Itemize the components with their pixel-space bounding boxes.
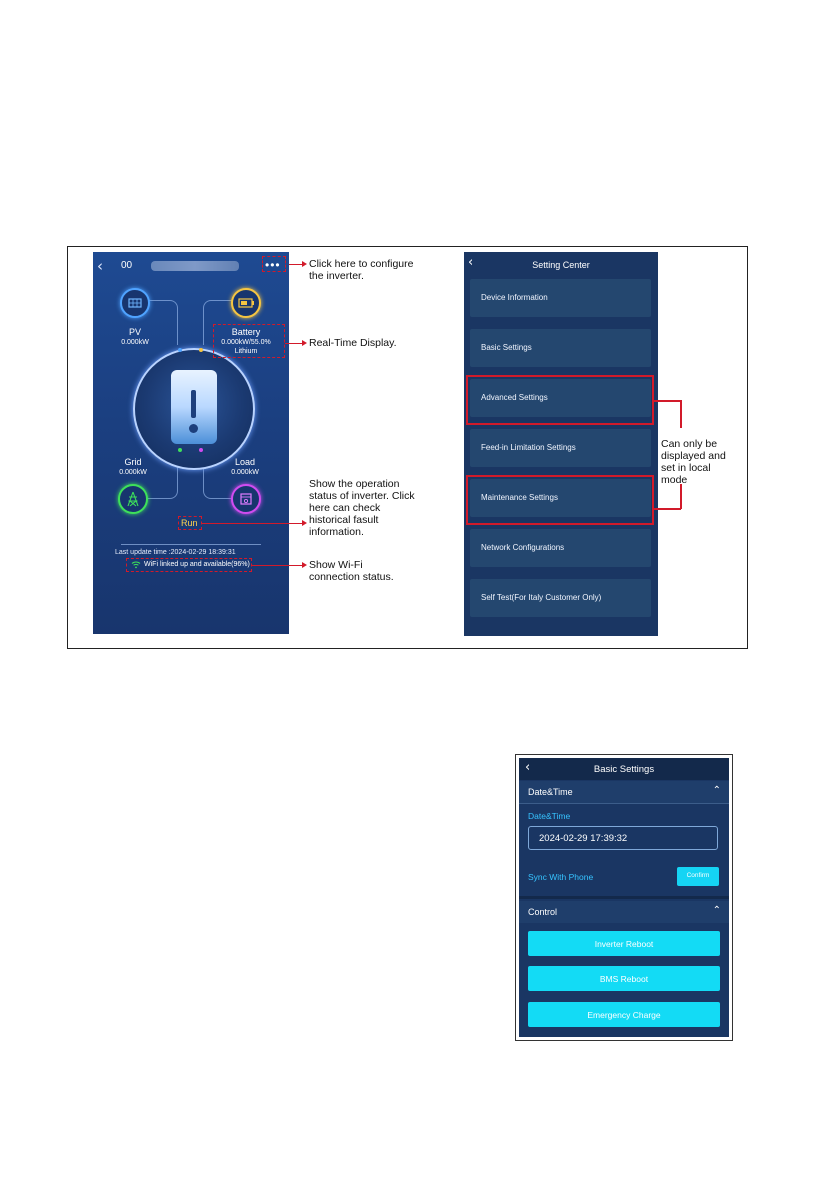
battery-highlight [213,324,285,358]
basic-settings-screen [519,758,729,1037]
divider [121,544,261,545]
maintenance-highlight [466,475,654,525]
device-bar [191,390,196,418]
battery-node[interactable] [231,288,261,318]
battery-label: Battery [231,327,261,337]
sync-with-phone-label: Sync With Phone [528,872,594,882]
solar-panel-icon [122,290,148,316]
menu-item-label: Network Configurations [481,543,565,552]
datetime-field-label: Date&Time [528,811,571,821]
device-name-blurred [151,261,239,271]
menu-device-information[interactable] [470,279,651,317]
bracket-line [680,484,682,509]
pv-node[interactable] [120,288,150,318]
arrow-head [302,520,307,526]
menu-item-label: Advanced Settings [481,393,548,402]
back-icon[interactable]: ‹ [525,760,531,775]
datetime-section-header[interactable] [519,781,729,803]
run-status[interactable]: Run [181,518,198,528]
realtime-note: Real-Time Display. [309,337,397,349]
battery-value: 0.000kW/55.0% [221,339,271,346]
button-label: Emergency Charge [587,1010,661,1020]
datetime-value: 2024-02-29 17:39:32 [539,833,628,844]
advanced-highlight [466,375,654,425]
load-value: 0.000kW [231,469,259,476]
back-icon[interactable]: ‹ [468,255,474,270]
section-title: Control [528,907,558,917]
arrow-line [252,565,303,566]
chevron-up-icon[interactable]: ⌃ [712,905,721,916]
inverter-reboot-button[interactable] [528,931,720,956]
chevron-up-icon[interactable]: ⌃ [712,785,721,796]
arrow-line [289,264,303,265]
section-title: Date&Time [528,787,573,797]
load-device-icon [233,486,259,512]
back-icon[interactable]: ‹ [97,257,103,275]
setting-center-screen [464,252,658,636]
menu-feed-in-limitation[interactable] [470,429,651,467]
device-dot [189,424,198,433]
pv-value: 0.000kW [121,339,149,346]
bracket-line [654,508,681,510]
arrow-head [302,340,307,346]
inverter-visual [133,348,255,470]
arrow-head [302,562,307,568]
last-update-time: Last update time :2024-02-29 18:39:31 [115,549,236,556]
page-title: Setting Center [532,260,590,270]
menu-self-test[interactable] [470,579,651,617]
bracket-line [654,400,681,402]
grid-flow-dot [178,448,182,452]
menu-item-label: Feed-in Limitation Settings [481,443,576,452]
grid-label: Grid [124,457,142,467]
arrow-head [302,261,307,267]
button-label: BMS Reboot [599,974,649,984]
menu-item-label: Self Test(For Italy Customer Only) [481,593,602,602]
more-icon[interactable]: ••• [265,258,281,272]
wifi-highlight [126,558,252,572]
power-tower-icon [120,486,146,512]
load-node[interactable] [231,484,261,514]
confirm-button[interactable] [677,867,719,886]
run-highlight [178,516,202,530]
configure-note: Click here to configure the inverter. [309,258,414,282]
local-mode-note: Can only be displayed and set in local mode [661,438,726,486]
bracket-line [680,400,682,428]
load-flow-dot [199,448,203,452]
inverter-device-icon [171,370,217,444]
home-screen [93,252,289,634]
arrow-line [285,343,303,344]
page-title: Basic Settings [593,764,655,775]
battery-icon [233,290,259,316]
device-title: 00 [121,260,133,271]
control-section-header[interactable] [519,901,729,923]
bms-reboot-button[interactable] [528,966,720,991]
pv-label: PV [128,327,141,337]
battery-type: Lithium [234,348,258,355]
section-separator [519,896,729,899]
menu-network-configurations[interactable] [470,529,651,567]
wifi-note: Show Wi-Fi connection status. [309,559,394,583]
load-label: Load [234,457,256,467]
operation-note: Show the operation status of inverter. Click here can check historical fasult information. [309,478,415,538]
menu-basic-settings[interactable] [470,329,651,367]
header [519,758,729,780]
menu-item-label: Basic Settings [481,343,532,352]
grid-value: 0.000kW [119,469,147,476]
wifi-status: WiFi linked up and available(96%) [144,561,250,568]
button-label: Inverter Reboot [594,939,654,949]
battery-flow-dot [199,348,203,352]
pv-flow-dot [178,348,182,352]
arrow-line [202,523,303,524]
divider [519,803,729,804]
menu-item-label: Maintenance Settings [481,493,558,502]
datetime-input[interactable] [528,826,718,850]
grid-node[interactable] [118,484,148,514]
confirm-label: Confirm [686,872,710,879]
menu-item-label: Device Information [481,293,548,302]
emergency-charge-button[interactable] [528,1002,720,1027]
more-highlight [262,256,286,272]
